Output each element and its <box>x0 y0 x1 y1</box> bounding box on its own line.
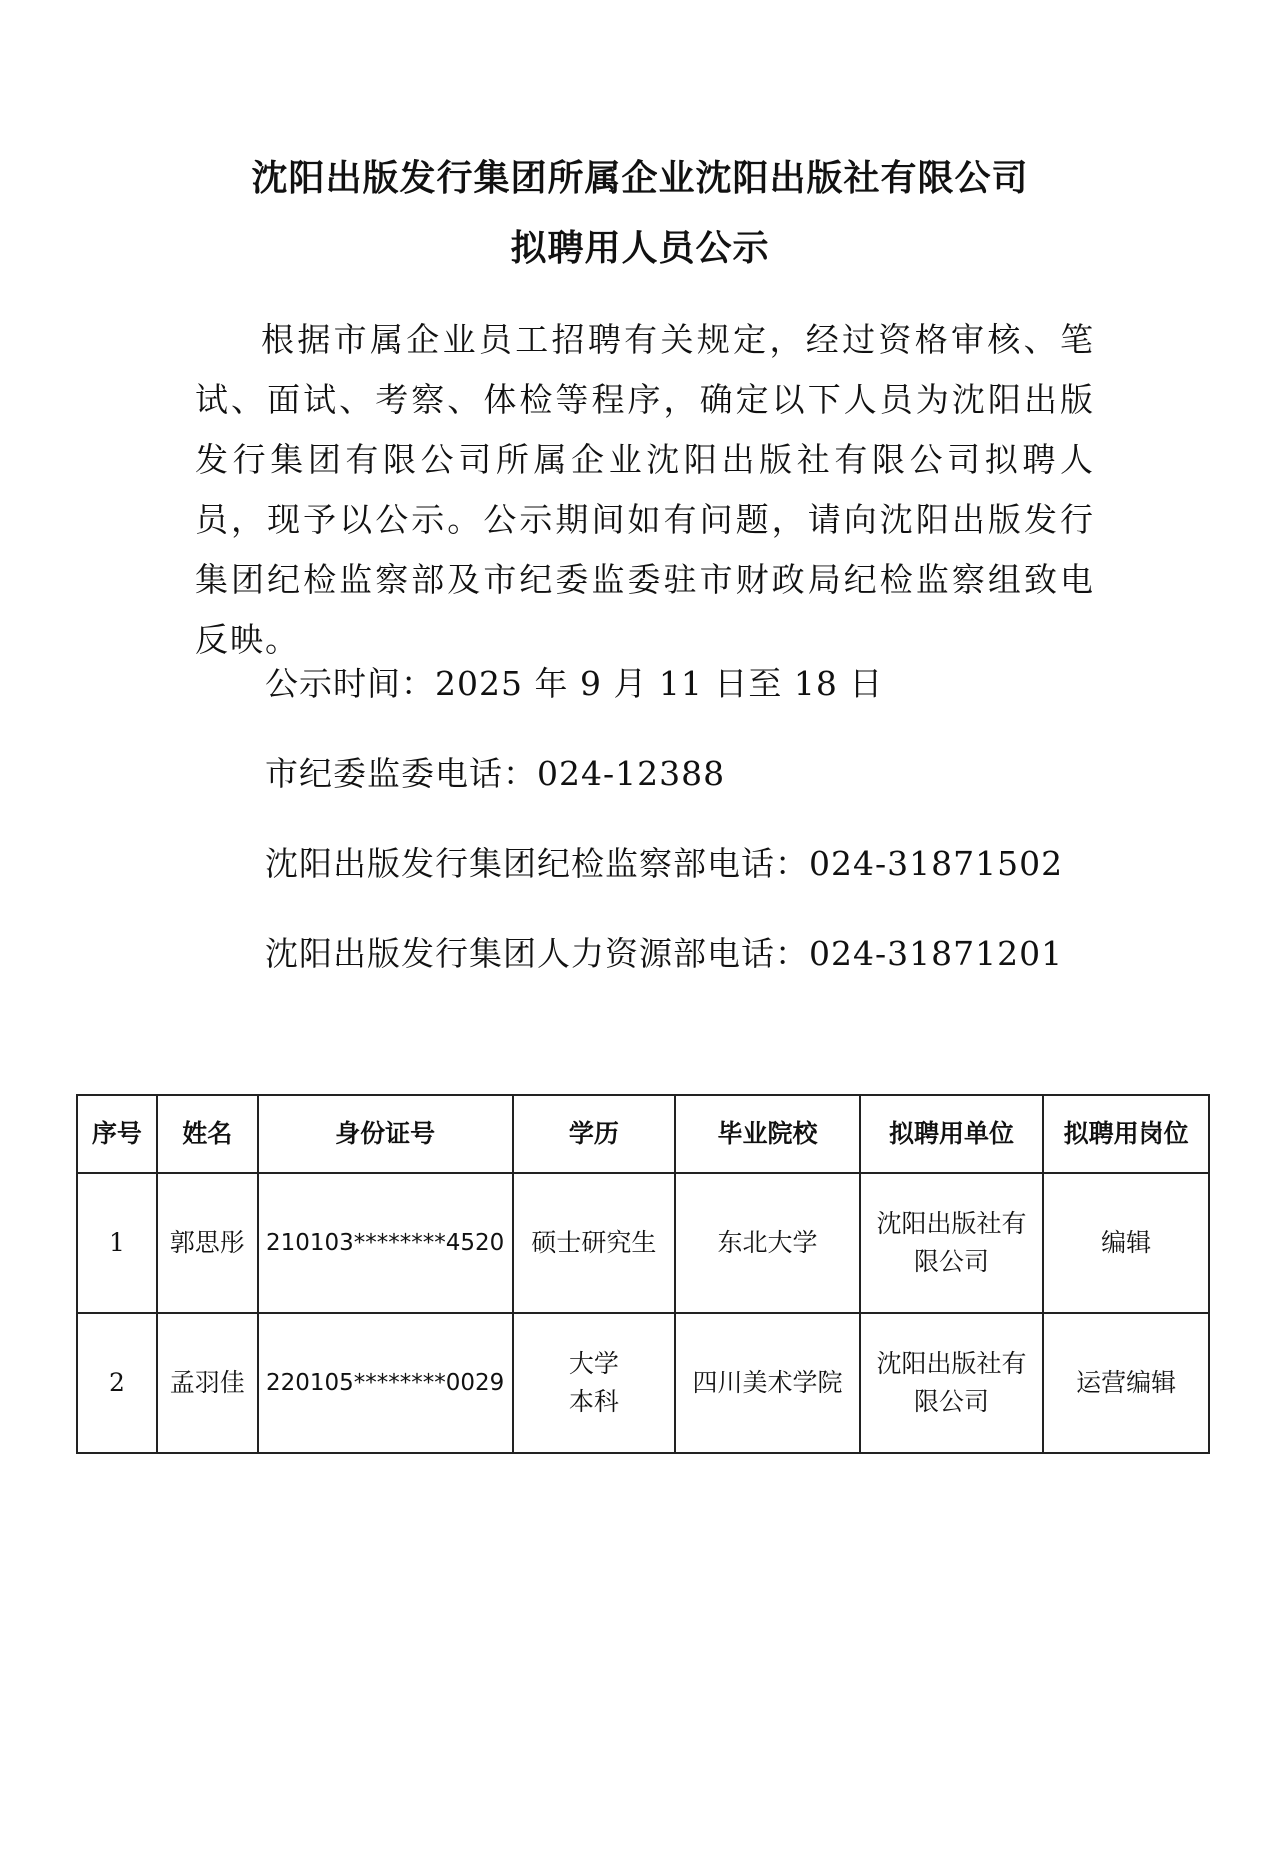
document-subtitle: 拟聘用人员公示 <box>510 228 770 269</box>
cell-unit <box>860 1173 1044 1313</box>
cell-position: 运营编辑 <box>1043 1313 1209 1453</box>
cell-unit-line: 限公司 <box>914 1247 990 1276</box>
cell-unit-line: 沈阳出版社有 <box>876 1349 1027 1378</box>
cell-education <box>513 1313 676 1453</box>
header-education: 学历 <box>513 1095 676 1173</box>
cell-no: 1 <box>77 1173 157 1313</box>
hire-table <box>76 1094 1210 1454</box>
cell-education <box>513 1173 676 1313</box>
hr-dept-phone: 沈阳出版发行集团人力资源部电话：024-31871201 <box>265 934 1064 973</box>
cell-unit <box>860 1313 1044 1453</box>
table-header-row <box>77 1095 1209 1173</box>
table-row <box>77 1313 1209 1453</box>
notice-period: 公示时间：2025 年 9 月 11 日至 18 日 <box>265 664 884 703</box>
header-no: 序号 <box>77 1095 157 1173</box>
cell-id: 220105********0029 <box>258 1313 513 1453</box>
header-name: 姓名 <box>157 1095 258 1173</box>
inspection-dept-phone: 沈阳出版发行集团纪检监察部电话：024-31871502 <box>265 844 1064 883</box>
cell-position: 编辑 <box>1043 1173 1209 1313</box>
notice-paragraph <box>195 310 1095 670</box>
cell-unit-line: 沈阳出版社有 <box>876 1209 1027 1238</box>
cell-unit-line: 限公司 <box>914 1387 990 1416</box>
table-row <box>77 1173 1209 1313</box>
header-id: 身份证号 <box>258 1095 513 1173</box>
cell-education-line: 硕士研究生 <box>531 1228 657 1257</box>
discipline-commission-phone: 市纪委监委电话：024-12388 <box>265 754 726 793</box>
cell-no: 2 <box>77 1313 157 1453</box>
cell-name: 郭思彤 <box>157 1173 258 1313</box>
header-school: 毕业院校 <box>675 1095 860 1173</box>
cell-education-line: 本科 <box>568 1387 619 1416</box>
notice-paragraph-text: 根据市属企业员工招聘有关规定，经过资格审核、笔试、面试、考察、体检等程序，确定以下人员为沈阳出版发行集团有限公司所属企业沈阳出版社有限公司拟聘人员，现予以公示。公示期间如有问题，请向沈阳出版发行集团纪检监察部及市纪委监委驻市财政局纪检监察组致电反映。 <box>195 320 1095 659</box>
cell-id: 210103********4520 <box>258 1173 513 1313</box>
header-position: 拟聘用岗位 <box>1043 1095 1209 1173</box>
cell-school: 四川美术学院 <box>675 1313 860 1453</box>
document-title: 沈阳出版发行集团所属企业沈阳出版社有限公司 <box>251 158 1029 199</box>
cell-name: 孟羽佳 <box>157 1313 258 1453</box>
cell-education-line: 大学 <box>568 1349 619 1378</box>
cell-school: 东北大学 <box>675 1173 860 1313</box>
header-unit: 拟聘用单位 <box>860 1095 1044 1173</box>
